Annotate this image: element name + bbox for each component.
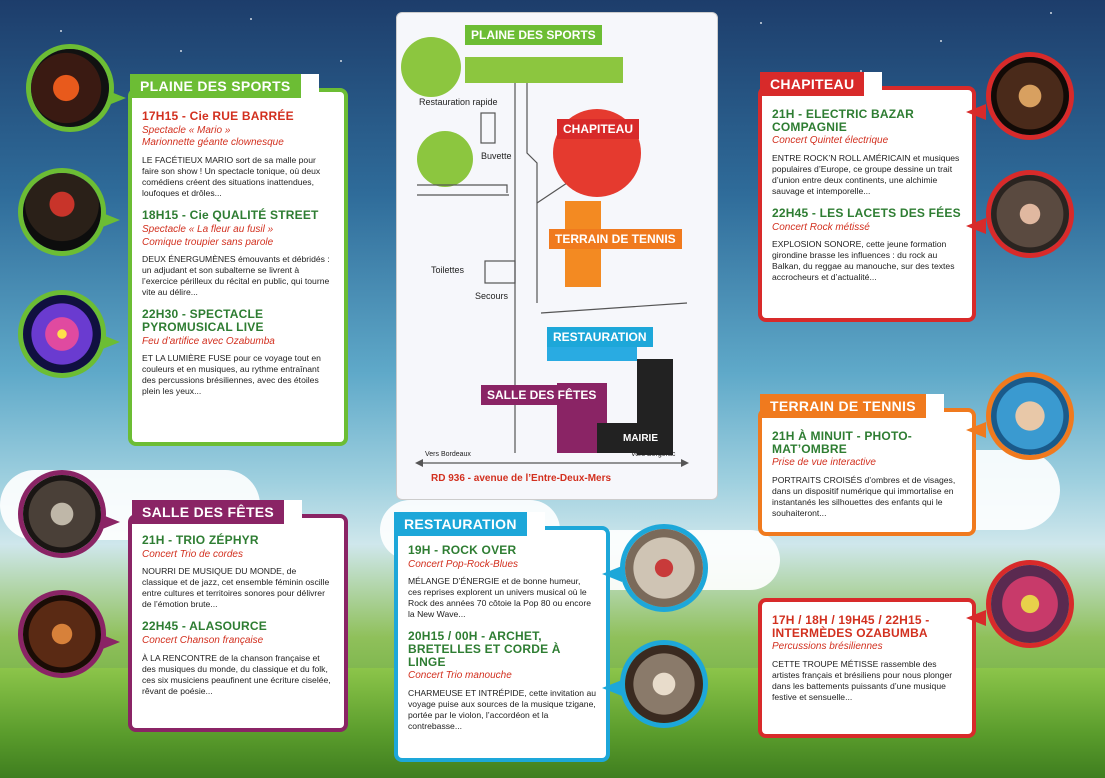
event-subtitle: Feu d’artifice avec Ozabumba	[142, 335, 275, 347]
photo-lacets-des-fees	[986, 170, 1074, 258]
event-electric-bazar	[772, 108, 962, 197]
event-title: 20H15 / 00H - ARCHET, BRETELLES ET CORDE À LINGE	[408, 629, 561, 669]
event-subtitle: Spectacle « La fleur au fusil »	[142, 223, 274, 235]
map-label-restauration: RESTAURATION	[547, 327, 653, 347]
event-subtitle: Spectacle « Mario »	[142, 124, 231, 136]
restauration-box	[394, 526, 610, 762]
event-title: 21H - ELECTRIC BAZAR COMPAGNIE	[772, 107, 915, 134]
photo-archet	[620, 640, 708, 728]
photo-mario	[26, 44, 114, 132]
event-title: 21H - TRIO ZÉPHYR	[142, 533, 259, 547]
photo-rock-over	[620, 524, 708, 612]
event-description: ENTRE ROCK’N ROLL AMÉRICAIN et musiques populaires d’Europe, ce groupe dessine un trait d’union entre deux continents, une alchimie sauvage et intemporelle...	[772, 152, 960, 196]
event-subtitle: Concert Trio manouche	[408, 670, 512, 682]
event-description: ET LA LUMIÈRE FUSE pour ce voyage tout en couleurs et en musiques, au rythme entraînant des percussions brésiliennes, avec des étoiles plein les yeux...	[142, 353, 321, 397]
event-description: MÉLANGE D’ÉNERGIE et de bonne humeur, ces reprises explorent un univers musical où le Rock des années 70 côtoie la Pop 80 ou encore la New Wave...	[408, 576, 591, 620]
map-label-secours: Secours	[475, 291, 509, 301]
event-subtitle-2: Marionnette géante clownesque	[142, 137, 284, 149]
event-subtitle: Concert Pop-Rock-Blues	[408, 558, 519, 570]
event-qualite-street	[142, 209, 334, 298]
event-description: DEUX ÉNERGUMÈNES émouvants et débridés : un adjudant et son subalterne se livrent à l’exercice périlleux du récital en public, qui tourne vite au délire...	[142, 254, 330, 298]
event-description: CHARMEUSE ET INTRÉPIDE, cette invitation au voyage puise aux sources de la musique tzigane, portée par le violon, l’accordéon et la contrebasse...	[408, 687, 597, 731]
event-description: À LA RENCONTRE de la chanson française et des musiques du monde, du classique et du folk, ces six musiciens peaufinent une écriture ciselée, rêvant de poésie...	[142, 652, 331, 696]
event-pyromusical	[142, 308, 334, 397]
map-label-mairie: MAIRIE	[623, 433, 658, 444]
event-subtitle: Percussions brésiliennes	[772, 641, 883, 653]
tag-restauration: RESTAURATION	[394, 512, 527, 536]
event-trio-zephyr	[142, 534, 334, 610]
photo-fireworks	[18, 290, 106, 378]
map-label-plaine: PLAINE DES SPORTS	[465, 25, 602, 45]
event-subtitle: Concert Quintet électrique	[772, 135, 889, 147]
event-alasource	[142, 620, 334, 696]
event-subtitle: Concert Chanson française	[142, 634, 264, 646]
event-subtitle-2: Comique troupier sans parole	[142, 236, 274, 248]
event-description: EXPLOSION SONORE, cette jeune formation girondine brasse les influences : du rock au Balkan, du reggae au manouche, sur des textes accrocheurs et d’actualité...	[772, 239, 955, 283]
event-description: LE FACÉTIEUX MARIO sort de sa malle pour faire son show ! Un spectacle tonique, où deux comédiens créent des situations inattendues, loufoques et drôles...	[142, 155, 321, 199]
event-photo-mat-ombre	[772, 430, 962, 519]
event-title: 17H / 18H / 19H45 / 22H15 - INTERMÈDES OZABUMBA	[772, 613, 930, 640]
map-label-salle: SALLE DES FÊTES	[481, 385, 602, 405]
event-ozabumba	[772, 614, 962, 703]
intermedes-box	[758, 598, 976, 738]
event-description: NOURRI DE MUSIQUE DU MONDE, de classique et de jazz, cet ensemble féminin oscille entre cultures et territoires sonores pour délivrer de l’émotion brute...	[142, 566, 330, 610]
plaine-des-sports-box	[128, 88, 348, 446]
photo-mat-ombre	[986, 372, 1074, 460]
event-lacets-des-fees	[772, 207, 962, 283]
map-label-vers-bordeaux: Vers Bordeaux	[425, 451, 471, 458]
event-title: 21H À MINUIT - PHOTO-MAT’OMBRE	[772, 429, 912, 456]
map-label-restauration-rapide: Restauration rapide	[419, 97, 498, 107]
photo-trio-zephyr	[18, 470, 106, 558]
tennis-box	[758, 408, 976, 536]
salle-des-fetes-box	[128, 514, 348, 732]
map-label-toilettes: Toilettes	[431, 265, 465, 275]
event-description: PORTRAITS CROISÉS d’ombres et de visages, dans un dispositif numérique qui immortalise en instantanés les silhouettes des enfants qui le souhaiteront...	[772, 474, 956, 518]
event-title: 22H45 - LES LACETS DES FÉES	[772, 205, 961, 220]
tag-salle-des-fetes: SALLE DES FÊTES	[132, 500, 284, 524]
event-title: 22H30 - SPECTACLE PYROMUSICAL LIVE	[142, 307, 264, 334]
photo-ozabumba	[986, 560, 1074, 648]
map-label-tennis: TERRAIN DE TENNIS	[549, 229, 682, 249]
event-subtitle: Concert Rock métissé	[772, 221, 870, 233]
event-title: 18H15 - Cie QUALITÉ STREET	[142, 208, 319, 223]
tag-plaine-des-sports: PLAINE DES SPORTS	[130, 74, 301, 98]
event-subtitle: Concert Trio de cordes	[142, 548, 243, 560]
event-rue-barree	[142, 110, 334, 199]
tag-terrain-de-tennis: TERRAIN DE TENNIS	[760, 394, 926, 418]
site-map	[396, 12, 718, 500]
tag-chapiteau: CHAPITEAU	[760, 72, 864, 96]
chapiteau-box	[758, 86, 976, 322]
event-archet-bretelles	[408, 630, 596, 732]
event-description: CETTE TROUPE MÉTISSE rassemble des artistes français et brésiliens pour nous plonger dans les battements puissants d’une musique festive et sensuelle...	[772, 658, 953, 702]
event-title: 22H45 - ALASOURCE	[142, 619, 267, 634]
map-label-vers-bergerac: Vers Bergerac	[631, 451, 676, 458]
event-subtitle: Prise de vue interactive	[772, 457, 876, 469]
event-title: 17H15 - Cie RUE BARRÉE	[142, 109, 294, 123]
event-title: 19H - ROCK OVER	[408, 543, 517, 557]
photo-qualite-street	[18, 168, 106, 256]
event-rock-over	[408, 544, 596, 620]
map-label-buvette: Buvette	[481, 151, 512, 161]
map-label-chapiteau: CHAPITEAU	[557, 119, 639, 139]
map-drawing	[397, 13, 717, 499]
map-label-road: RD 936 - avenue de l’Entre-Deux-Mers	[431, 473, 612, 484]
photo-electric-bazar	[986, 52, 1074, 140]
photo-alasource	[18, 590, 106, 678]
